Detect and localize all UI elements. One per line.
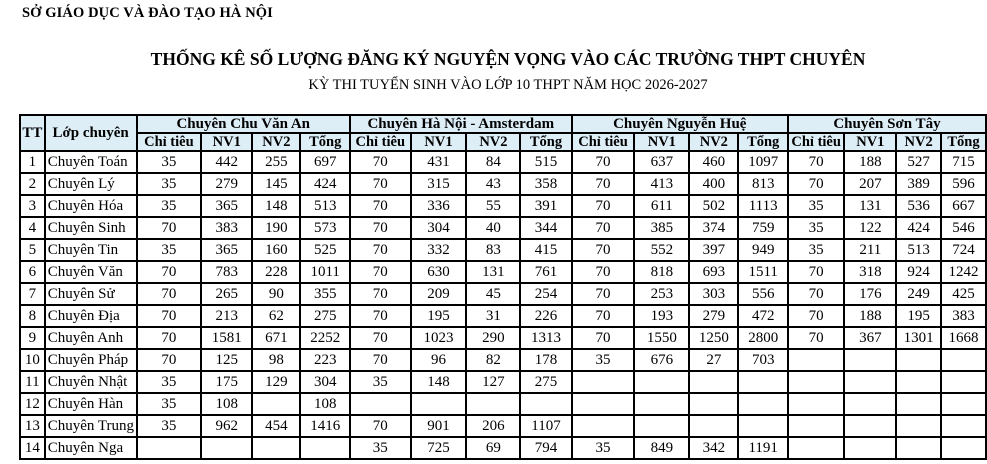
cell-ha-noi-amsterdam-total: 358: [520, 173, 571, 195]
cell-class-name: Chuyên Pháp: [45, 349, 137, 371]
cell-ha-noi-amsterdam-nv1: [411, 393, 467, 415]
cell-nguyen-hue-nv2: 400: [689, 173, 738, 195]
cell-son-tay-total: [941, 349, 986, 371]
cell-tt: 14: [20, 437, 45, 459]
cell-tt: 13: [20, 415, 45, 437]
table-body: [20, 151, 986, 459]
cell-chu-van-an-nv1: 1581: [201, 327, 252, 349]
cell-chu-van-an-total: [300, 437, 349, 459]
cell-chu-van-an-total: 108: [300, 393, 349, 415]
cell-son-tay-quota: 70: [788, 151, 845, 173]
cell-nguyen-hue-nv2: 1250: [689, 327, 738, 349]
cell-ha-noi-amsterdam-quota: 70: [350, 239, 411, 261]
cell-ha-noi-amsterdam-total: 1107: [520, 415, 571, 437]
cell-son-tay-nv1: 122: [844, 217, 896, 239]
cell-ha-noi-amsterdam-total: [520, 393, 571, 415]
cell-ha-noi-amsterdam-quota: 70: [350, 261, 411, 283]
cell-nguyen-hue-nv1: 193: [634, 305, 689, 327]
header-row-subcols: [20, 133, 986, 151]
cell-ha-noi-amsterdam-nv2: 40: [466, 217, 520, 239]
cell-son-tay-nv1: [844, 371, 896, 393]
cell-ha-noi-amsterdam-nv2: 131: [466, 261, 520, 283]
cell-nguyen-hue-nv1: 849: [634, 437, 689, 459]
cell-nguyen-hue-nv1: 611: [634, 195, 689, 217]
cell-chu-van-an-quota: 35: [137, 239, 202, 261]
col-header-nv1: NV1: [844, 133, 896, 151]
cell-ha-noi-amsterdam-total: 515: [520, 151, 571, 173]
cell-son-tay-total: 1242: [941, 261, 986, 283]
cell-ha-noi-amsterdam-nv1: 96: [411, 349, 467, 371]
cell-ha-noi-amsterdam-quota: 70: [350, 217, 411, 239]
cell-chu-van-an-nv2: [252, 437, 300, 459]
cell-son-tay-quota: [788, 349, 845, 371]
cell-nguyen-hue-quota: 35: [572, 349, 635, 371]
registration-table: [19, 114, 987, 460]
cell-ha-noi-amsterdam-quota: 35: [350, 437, 411, 459]
cell-chu-van-an-total: 697: [300, 151, 349, 173]
cell-son-tay-nv2: 527: [896, 151, 941, 173]
cell-son-tay-nv2: [896, 371, 941, 393]
cell-chu-van-an-nv2: 190: [252, 217, 300, 239]
cell-class-name: Chuyên Toán: [45, 151, 137, 173]
cell-ha-noi-amsterdam-total: 344: [520, 217, 571, 239]
cell-ha-noi-amsterdam-total: 794: [520, 437, 571, 459]
cell-nguyen-hue-nv2: 502: [689, 195, 738, 217]
cell-class-name: Chuyên Trung: [45, 415, 137, 437]
cell-chu-van-an-total: 1011: [300, 261, 349, 283]
cell-nguyen-hue-quota: 70: [572, 217, 635, 239]
col-header-tt: TT: [20, 115, 45, 151]
cell-nguyen-hue-nv2: 342: [689, 437, 738, 459]
cell-chu-van-an-total: 1416: [300, 415, 349, 437]
cell-son-tay-total: 425: [941, 283, 986, 305]
cell-son-tay-nv2: 924: [896, 261, 941, 283]
cell-ha-noi-amsterdam-nv2: 43: [466, 173, 520, 195]
table-row: [20, 415, 986, 437]
document-title: THỐNG KÊ SỐ LƯỢNG ĐĂNG KÝ NGUYỆN VỌNG VÀO CÁC TRƯỜNG THPT CHUYÊN: [150, 49, 866, 69]
col-header-nv2: NV2: [896, 133, 941, 151]
col-header-quota: Chỉ tiêu: [350, 133, 411, 151]
cell-nguyen-hue-total: 556: [738, 283, 787, 305]
cell-son-tay-total: [941, 437, 986, 459]
cell-nguyen-hue-nv1: [634, 371, 689, 393]
cell-tt: 2: [20, 173, 45, 195]
cell-ha-noi-amsterdam-quota: 35: [350, 371, 411, 393]
cell-chu-van-an-nv2: 228: [252, 261, 300, 283]
cell-son-tay-quota: 70: [788, 327, 845, 349]
school-header-nguyen-hue: Chuyên Nguyễn Huệ: [572, 115, 788, 133]
cell-son-tay-nv1: [844, 349, 896, 371]
cell-ha-noi-amsterdam-total: 254: [520, 283, 571, 305]
cell-nguyen-hue-nv1: 552: [634, 239, 689, 261]
table-row: [20, 173, 986, 195]
cell-tt: 4: [20, 217, 45, 239]
cell-son-tay-nv2: 1301: [896, 327, 941, 349]
cell-class-name: Chuyên Văn: [45, 261, 137, 283]
cell-chu-van-an-quota: 35: [137, 415, 202, 437]
cell-nguyen-hue-total: 472: [738, 305, 787, 327]
cell-son-tay-total: 1668: [941, 327, 986, 349]
cell-nguyen-hue-total: [738, 415, 787, 437]
cell-nguyen-hue-total: 1113: [738, 195, 787, 217]
cell-son-tay-nv2: 389: [896, 173, 941, 195]
table-row: [20, 305, 986, 327]
cell-nguyen-hue-quota: [572, 393, 635, 415]
col-header-nv1: NV1: [634, 133, 689, 151]
cell-son-tay-total: [941, 415, 986, 437]
cell-chu-van-an-nv1: 279: [201, 173, 252, 195]
department-name: SỞ GIÁO DỤC VÀ ĐÀO TẠO HÀ NỘI: [22, 5, 273, 21]
cell-ha-noi-amsterdam-quota: 70: [350, 305, 411, 327]
cell-nguyen-hue-total: 813: [738, 173, 787, 195]
table-row: [20, 195, 986, 217]
cell-ha-noi-amsterdam-nv1: 901: [411, 415, 467, 437]
cell-son-tay-quota: [788, 371, 845, 393]
col-header-quota: Chỉ tiêu: [788, 133, 845, 151]
cell-tt: 9: [20, 327, 45, 349]
cell-chu-van-an-nv1: 108: [201, 393, 252, 415]
cell-ha-noi-amsterdam-total: 226: [520, 305, 571, 327]
cell-nguyen-hue-nv2: 279: [689, 305, 738, 327]
cell-ha-noi-amsterdam-nv1: 431: [411, 151, 467, 173]
cell-son-tay-quota: 35: [788, 195, 845, 217]
cell-chu-van-an-total: 275: [300, 305, 349, 327]
cell-ha-noi-amsterdam-nv2: [466, 393, 520, 415]
cell-class-name: Chuyên Sinh: [45, 217, 137, 239]
cell-nguyen-hue-total: [738, 393, 787, 415]
school-header-ha-noi-amsterdam: Chuyên Hà Nội - Amsterdam: [350, 115, 572, 133]
cell-ha-noi-amsterdam-total: 415: [520, 239, 571, 261]
cell-nguyen-hue-quota: 70: [572, 151, 635, 173]
cell-son-tay-nv1: 211: [844, 239, 896, 261]
cell-tt: 1: [20, 151, 45, 173]
cell-nguyen-hue-nv2: [689, 393, 738, 415]
cell-class-name: Chuyên Sử: [45, 283, 137, 305]
cell-son-tay-nv2: [896, 393, 941, 415]
cell-ha-noi-amsterdam-quota: 70: [350, 349, 411, 371]
cell-chu-van-an-quota: 70: [137, 217, 202, 239]
cell-chu-van-an-nv1: 125: [201, 349, 252, 371]
cell-class-name: Chuyên Địa: [45, 305, 137, 327]
cell-tt: 5: [20, 239, 45, 261]
cell-nguyen-hue-quota: 70: [572, 261, 635, 283]
cell-nguyen-hue-nv1: 1550: [634, 327, 689, 349]
cell-chu-van-an-quota: 35: [137, 173, 202, 195]
cell-chu-van-an-nv1: 175: [201, 371, 252, 393]
cell-ha-noi-amsterdam-quota: 70: [350, 195, 411, 217]
cell-son-tay-nv2: 195: [896, 305, 941, 327]
cell-son-tay-nv2: 513: [896, 239, 941, 261]
cell-chu-van-an-quota: 35: [137, 393, 202, 415]
cell-ha-noi-amsterdam-nv1: 315: [411, 173, 467, 195]
cell-nguyen-hue-nv1: 413: [634, 173, 689, 195]
cell-chu-van-an-nv2: 148: [252, 195, 300, 217]
cell-chu-van-an-total: 2252: [300, 327, 349, 349]
cell-son-tay-nv2: [896, 437, 941, 459]
cell-ha-noi-amsterdam-quota: 70: [350, 173, 411, 195]
cell-chu-van-an-total: 424: [300, 173, 349, 195]
cell-chu-van-an-nv2: 90: [252, 283, 300, 305]
cell-son-tay-nv1: [844, 437, 896, 459]
cell-ha-noi-amsterdam-quota: 70: [350, 415, 411, 437]
cell-son-tay-total: 715: [941, 151, 986, 173]
cell-class-name: Chuyên Anh: [45, 327, 137, 349]
table-row: [20, 327, 986, 349]
col-header-class: Lớp chuyên: [45, 115, 137, 151]
cell-nguyen-hue-nv2: 303: [689, 283, 738, 305]
cell-son-tay-total: 383: [941, 305, 986, 327]
cell-ha-noi-amsterdam-quota: 70: [350, 283, 411, 305]
cell-nguyen-hue-total: 2800: [738, 327, 787, 349]
cell-son-tay-nv1: 188: [844, 305, 896, 327]
cell-ha-noi-amsterdam-nv2: 31: [466, 305, 520, 327]
cell-son-tay-quota: [788, 415, 845, 437]
cell-chu-van-an-total: 573: [300, 217, 349, 239]
cell-ha-noi-amsterdam-nv1: 630: [411, 261, 467, 283]
cell-son-tay-nv1: 188: [844, 151, 896, 173]
cell-chu-van-an-nv1: 962: [201, 415, 252, 437]
cell-chu-van-an-quota: 70: [137, 261, 202, 283]
cell-chu-van-an-total: 304: [300, 371, 349, 393]
cell-son-tay-quota: 70: [788, 261, 845, 283]
cell-son-tay-nv1: 131: [844, 195, 896, 217]
cell-chu-van-an-quota: 35: [137, 151, 202, 173]
cell-chu-van-an-quota: 70: [137, 349, 202, 371]
cell-ha-noi-amsterdam-total: 178: [520, 349, 571, 371]
cell-ha-noi-amsterdam-nv1: 195: [411, 305, 467, 327]
cell-nguyen-hue-quota: 70: [572, 195, 635, 217]
col-header-quota: Chỉ tiêu: [137, 133, 202, 151]
table-row: [20, 437, 986, 459]
cell-tt: 3: [20, 195, 45, 217]
col-header-total: Tổng: [520, 133, 571, 151]
cell-ha-noi-amsterdam-nv1: 304: [411, 217, 467, 239]
cell-ha-noi-amsterdam-nv2: 84: [466, 151, 520, 173]
cell-ha-noi-amsterdam-nv2: 55: [466, 195, 520, 217]
cell-ha-noi-amsterdam-quota: 70: [350, 327, 411, 349]
cell-nguyen-hue-total: 703: [738, 349, 787, 371]
cell-ha-noi-amsterdam-nv2: 45: [466, 283, 520, 305]
cell-class-name: Chuyên Nhật: [45, 371, 137, 393]
cell-ha-noi-amsterdam-nv1: 1023: [411, 327, 467, 349]
cell-ha-noi-amsterdam-quota: 70: [350, 151, 411, 173]
cell-ha-noi-amsterdam-quota: [350, 393, 411, 415]
col-header-total: Tổng: [941, 133, 986, 151]
cell-nguyen-hue-total: 759: [738, 217, 787, 239]
cell-chu-van-an-nv1: 365: [201, 195, 252, 217]
table-row: [20, 393, 986, 415]
table-row: [20, 217, 986, 239]
cell-nguyen-hue-quota: 70: [572, 283, 635, 305]
cell-chu-van-an-nv2: 671: [252, 327, 300, 349]
cell-chu-van-an-nv1: [201, 437, 252, 459]
cell-chu-van-an-total: 355: [300, 283, 349, 305]
cell-tt: 11: [20, 371, 45, 393]
cell-chu-van-an-total: 525: [300, 239, 349, 261]
cell-tt: 10: [20, 349, 45, 371]
cell-son-tay-nv1: 318: [844, 261, 896, 283]
cell-chu-van-an-nv2: 129: [252, 371, 300, 393]
cell-nguyen-hue-nv1: 676: [634, 349, 689, 371]
cell-son-tay-total: [941, 371, 986, 393]
cell-son-tay-nv2: 536: [896, 195, 941, 217]
cell-tt: 6: [20, 261, 45, 283]
cell-nguyen-hue-quota: [572, 415, 635, 437]
cell-chu-van-an-nv2: 160: [252, 239, 300, 261]
cell-son-tay-total: 724: [941, 239, 986, 261]
cell-son-tay-quota: 70: [788, 305, 845, 327]
cell-son-tay-nv1: [844, 393, 896, 415]
cell-ha-noi-amsterdam-nv1: 148: [411, 371, 467, 393]
cell-nguyen-hue-nv1: 637: [634, 151, 689, 173]
cell-nguyen-hue-total: 1511: [738, 261, 787, 283]
cell-son-tay-nv1: [844, 415, 896, 437]
cell-son-tay-quota: 35: [788, 239, 845, 261]
cell-chu-van-an-nv1: 442: [201, 151, 252, 173]
col-header-total: Tổng: [300, 133, 349, 151]
cell-ha-noi-amsterdam-total: 1313: [520, 327, 571, 349]
table-row: [20, 261, 986, 283]
cell-ha-noi-amsterdam-total: 275: [520, 371, 571, 393]
col-header-nv1: NV1: [411, 133, 467, 151]
cell-chu-van-an-quota: [137, 437, 202, 459]
table-row: [20, 283, 986, 305]
cell-nguyen-hue-quota: 70: [572, 305, 635, 327]
cell-chu-van-an-total: 223: [300, 349, 349, 371]
cell-son-tay-quota: 70: [788, 283, 845, 305]
table-header: [20, 115, 986, 151]
cell-son-tay-nv1: 367: [844, 327, 896, 349]
cell-ha-noi-amsterdam-nv1: 209: [411, 283, 467, 305]
cell-nguyen-hue-nv2: [689, 415, 738, 437]
col-header-total: Tổng: [738, 133, 787, 151]
cell-nguyen-hue-nv2: 374: [689, 217, 738, 239]
cell-tt: 8: [20, 305, 45, 327]
cell-nguyen-hue-quota: 70: [572, 327, 635, 349]
cell-chu-van-an-quota: 70: [137, 327, 202, 349]
school-header-son-tay: Chuyên Sơn Tây: [788, 115, 986, 133]
cell-chu-van-an-nv2: 98: [252, 349, 300, 371]
cell-class-name: Chuyên Hàn: [45, 393, 137, 415]
cell-chu-van-an-nv2: 454: [252, 415, 300, 437]
cell-nguyen-hue-quota: 70: [572, 173, 635, 195]
registration-table-container: [19, 114, 987, 460]
cell-son-tay-total: [941, 393, 986, 415]
cell-nguyen-hue-total: 949: [738, 239, 787, 261]
cell-ha-noi-amsterdam-nv2: 206: [466, 415, 520, 437]
cell-nguyen-hue-quota: [572, 371, 635, 393]
col-header-nv1: NV1: [201, 133, 252, 151]
cell-chu-van-an-nv1: 783: [201, 261, 252, 283]
cell-chu-van-an-quota: 70: [137, 283, 202, 305]
cell-chu-van-an-nv1: 265: [201, 283, 252, 305]
cell-ha-noi-amsterdam-nv2: 82: [466, 349, 520, 371]
cell-nguyen-hue-nv2: 397: [689, 239, 738, 261]
table-row: [20, 349, 986, 371]
cell-class-name: Chuyên Tin: [45, 239, 137, 261]
col-header-nv2: NV2: [466, 133, 520, 151]
cell-son-tay-nv2: 249: [896, 283, 941, 305]
cell-nguyen-hue-nv1: 818: [634, 261, 689, 283]
cell-nguyen-hue-nv1: 385: [634, 217, 689, 239]
cell-son-tay-quota: [788, 393, 845, 415]
cell-tt: 12: [20, 393, 45, 415]
cell-chu-van-an-nv2: 62: [252, 305, 300, 327]
col-header-nv2: NV2: [689, 133, 738, 151]
cell-son-tay-total: 667: [941, 195, 986, 217]
cell-ha-noi-amsterdam-total: 391: [520, 195, 571, 217]
table-row: [20, 239, 986, 261]
cell-nguyen-hue-nv1: [634, 393, 689, 415]
cell-nguyen-hue-nv2: [689, 371, 738, 393]
cell-son-tay-total: 546: [941, 217, 986, 239]
cell-chu-van-an-nv1: 213: [201, 305, 252, 327]
cell-chu-van-an-total: 513: [300, 195, 349, 217]
cell-nguyen-hue-quota: 35: [572, 437, 635, 459]
cell-ha-noi-amsterdam-nv2: 83: [466, 239, 520, 261]
cell-son-tay-quota: 35: [788, 217, 845, 239]
cell-ha-noi-amsterdam-nv2: 290: [466, 327, 520, 349]
cell-chu-van-an-nv1: 383: [201, 217, 252, 239]
cell-ha-noi-amsterdam-nv2: 127: [466, 371, 520, 393]
cell-ha-noi-amsterdam-nv1: 332: [411, 239, 467, 261]
col-header-quota: Chỉ tiêu: [572, 133, 635, 151]
cell-nguyen-hue-nv1: [634, 415, 689, 437]
cell-tt: 7: [20, 283, 45, 305]
cell-chu-van-an-nv2: 255: [252, 151, 300, 173]
header-row-schools: [20, 115, 986, 133]
cell-class-name: Chuyên Lý: [45, 173, 137, 195]
cell-son-tay-nv2: [896, 415, 941, 437]
cell-son-tay-nv2: 424: [896, 217, 941, 239]
cell-nguyen-hue-nv2: 693: [689, 261, 738, 283]
cell-chu-van-an-quota: 70: [137, 305, 202, 327]
cell-chu-van-an-nv1: 365: [201, 239, 252, 261]
cell-nguyen-hue-nv2: 27: [689, 349, 738, 371]
cell-ha-noi-amsterdam-nv1: 336: [411, 195, 467, 217]
cell-nguyen-hue-total: 1191: [738, 437, 787, 459]
cell-class-name: Chuyên Hóa: [45, 195, 137, 217]
cell-son-tay-total: 596: [941, 173, 986, 195]
table-row: [20, 151, 986, 173]
cell-class-name: Chuyên Nga: [45, 437, 137, 459]
document-subtitle: KỲ THI TUYỂN SINH VÀO LỚP 10 THPT NĂM HỌC 2026-2027: [308, 77, 708, 93]
cell-chu-van-an-quota: 35: [137, 371, 202, 393]
cell-ha-noi-amsterdam-nv2: 69: [466, 437, 520, 459]
cell-nguyen-hue-total: 1097: [738, 151, 787, 173]
cell-son-tay-quota: 70: [788, 173, 845, 195]
cell-ha-noi-amsterdam-total: 761: [520, 261, 571, 283]
col-header-nv2: NV2: [252, 133, 300, 151]
cell-chu-van-an-nv2: 145: [252, 173, 300, 195]
cell-chu-van-an-nv2: [252, 393, 300, 415]
cell-nguyen-hue-nv1: 253: [634, 283, 689, 305]
table-row: [20, 371, 986, 393]
cell-nguyen-hue-nv2: 460: [689, 151, 738, 173]
cell-son-tay-nv2: [896, 349, 941, 371]
cell-son-tay-nv1: 176: [844, 283, 896, 305]
cell-son-tay-nv1: 207: [844, 173, 896, 195]
cell-nguyen-hue-quota: 70: [572, 239, 635, 261]
cell-ha-noi-amsterdam-nv1: 725: [411, 437, 467, 459]
cell-son-tay-quota: [788, 437, 845, 459]
cell-nguyen-hue-total: [738, 371, 787, 393]
cell-chu-van-an-quota: 35: [137, 195, 202, 217]
school-header-chu-van-an: Chuyên Chu Văn An: [137, 115, 350, 133]
